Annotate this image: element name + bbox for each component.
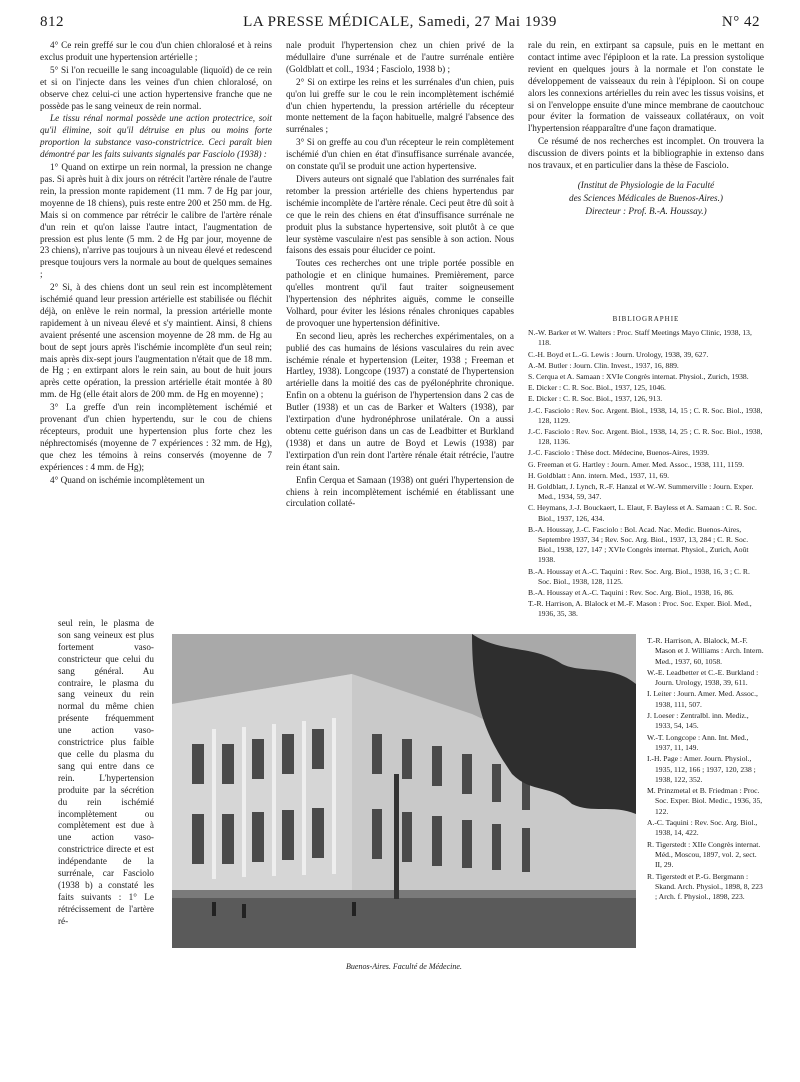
photo-caption: Buenos-Aires. Faculté de Médecine. [346,962,462,971]
paragraph: 3° La greffe d'un rein incomplètement ischémié et provenant d'un chien hypertendu, sur le cou de chiens récepteurs, produit une hypertension plus forte chez les néphrectomisés (moyenne de 7 expériences : 32 mm. de Hg), que chez les témoins à reins conservés (moyenne de 7 expériences : 4 mm. de Hg); [40,402,272,472]
paragraph: En second lieu, après les recherches expérimentales, on a publié des cas humains de lésions vasculaires du rein avec ischémie rénale et hypertension (Leiter, 1938 ; Freeman et Hartley, 1938). Longcope (1937) a constaté de l'hypertension artérielle dans la moitié des cas de pyélonéphrite chronique. Enfin on a obtenu la guérison de l'hypertension dans 2 cas de Butler (1938) et un cas de Barker et Walters (1938), par l'extirpation d'une hydronéphrose unilatérale. On a aussi obtenu cette guérison dans un cas de Leadbitter et Burkland (1938) et dans un autre de Boyd et Lewis (1938) par l'extirpation d'un rein dont l'artère rénale était rétrécie, l'autre rein étant sain. [286,330,514,472]
paragraph: Ce résumé de nos recherches est incomplet. On trouvera la discussion de divers points et la bibliographie in extenso dans nos travaux, et en particulier dans la thèse de Fasciolo. [528,136,764,171]
paragraph: Le tissu rénal normal possède une action protectrice, soit qu'il élimine, soit qu'il détruise en plus ou moins forte proportion la substance vaso-constrictrice. Ceci paraît bien démontré par les faits suivants signalés par Fasciolo (1938) : [40,113,272,160]
reference-entry: R. Tigerstedt et P.-G. Bergmann : Skand. Arch. Physiol., 1898, 8, 223 ; Arch. f. Physiol., 1898, 223. [647,871,763,902]
page-header [40,14,760,36]
reference-entry: A.-C. Taquini : Rev. Soc. Arg. Biol., 1938, 14, 422. [647,818,758,838]
reference-entry: B.-A. Houssay et A.-C. Taquini : Rev. Soc. Arg. Biol., 1938, 16, 3 ; C. R. Soc. Biol., 1938, 128, 1125. [528,566,750,586]
reference-entry: R. Tigerstedt : XIIe Congrès internat. Méd., Moscou, 1897, vol. 2, sect. II, 29. [647,839,761,870]
affiliation-line: des Sciences Médicales de Buenos-Aires.) [568,192,723,203]
paragraph: Enfin Cerqua et Samaan (1938) ont guéri l'hypertension de chiens à rein incomplètement ischémié en établissant une circulation collaté- [286,474,514,509]
reference-entry: G. Freeman et G. Hartley : Journ. Amer. Med. Assoc., 1938, 111, 1159. [528,459,744,469]
faculty-building-illustration [172,634,636,948]
reference-entry: T.-R. Harrison, A. Blalock et M.-F. Mason : Proc. Soc. Exper. Biol. Med., 1936, 35, 38. [528,599,752,619]
bibliography-continued [647,636,765,903]
reference-entry: J. Loeser : Zentralbl. inn. Mediz., 1933, 54, 145. [647,711,749,731]
paragraph: 2° Si, à des chiens dont un seul rein est incomplètement ischémié quand leur pression artérielle est stabilisée ou fléchit déjà, on enlève le rein normal, la pression artérielle monte rapidement à un niveau élevé et s'y maintient. Ainsi, 8 chiens avaient présenté une ascension moyenne de 28 mm. de Hg au bout de sept jours après l'ischémie incomplète d'un seul rein; mais après dix-sept jours l'augmentation n'était que de 18 mm. de Hg ; en extirpant alors le rein sain, au bout de huit jours après cette opération, la pression artérielle était montée à 80 mm. de Hg (elle était alors de 200 mm. de Hg en moyenne) ; [40,282,272,400]
building-photo [172,634,636,948]
reference-entry: H. Goldblatt, J. Lynch, R.-F. Hanzal et W.-W. Summerville : Journ. Exper. Med., 1934, 59, 347. [528,482,754,502]
affiliation-line: Directeur : Prof. B.-A. Houssay.) [585,205,707,216]
affiliation-line: (Institut de Physiologie de la Faculté [577,179,715,190]
reference-entry: B.-A. Houssay, J.-C. Fasciolo : Bol. Acad. Nac. Medic. Buenos-Aires, Septembre 1937, 34 ; Rev. Soc. Arg. Biol., 1937, 13, 284 ; C. R. Soc. Biol., 1938, 127, 147 ; XVIe Congrès internat. Physiol., Zurich, Août 1938. [528,524,749,565]
issue-number: N° 42 [721,14,760,30]
reference-entry: J.-C. Fasciolo : Rev. Soc. Argent. Biol., 1938, 14, 25 ; C. R. Soc. Biol., 1938, 128, 1136. [528,427,763,447]
reference-entry: W.-E. Leadbetter et C.-E. Burkland : Journ. Urology, 1938, 39, 611. [647,667,759,688]
reference-entry: E. Dicker : C. R. Soc. Biol., 1937, 125, 1046. [528,383,666,393]
paragraph: 2° Si on extirpe les reins et les surrénales d'un chien, puis qu'on lui greffe sur le cou le rein incomplètement ischémié d'un chien hypertendu, la pression artérielle du récepteur monte nettement de la façon habituelle, malgré l'absence des surrénales ; [286,76,514,135]
paragraph: 3° Si on greffe au cou d'un récepteur le rein complètement ischémié d'un chien en état d'insuffisance surrénale avancée, on constate qu'il se produit une action hypertensive. [286,137,514,172]
reference-entry: N.-W. Barker et W. Walters : Proc. Staff Meetings Mayo Clinic, 1938, 13, 118. [528,328,752,348]
journal-title: LA PRESSE MÉDICALE, Samedi, 27 Mai 1939 [243,14,557,30]
column-middle [286,40,514,510]
column-left-narrow [58,618,154,928]
paragraph: Divers auteurs ont signalé que l'ablation des surrénales fait retomber la pression artérielle des chiens hypertendus par ischémie incomplète de l'artère rénale. Ceci peut être dû soit à ce que le rein des chiens en état d'insuffisance surrénale ne produit plus la substance hypertensive, soit plutôt à ce que leur système vasculaire n'est pas sensible à son action. Nous faisons des essais pour élucider ce point. [286,173,514,256]
reference-entry: E. Dicker : C. R. Soc. Biol., 1937, 126, 913. [528,394,663,404]
reference-entry: M. Prinzmetal et B. Friedman : Proc. Soc. Exper. Biol. Medic., 1936, 35, 122. [647,786,763,816]
paragraph: seul rein, le plasma de son sang veineux est plus fortement vaso-constricteur que celui du sang général. Au contraire, le plasma du sang veineux du rein normal du même chien présente fréquemment une action vaso-constrictrice plus faible que celle du plasma du sang qui entre dans ce rein. L'hypertension produite par la sécrétion du rein ischémié incomplètement ou complètement est due à une action vaso-constrictrice directe et est indépendante de la surrénale, car Fasciolo (1938 b) a constaté les faits suivants : 1° Le rétrécissement de l'artère ré- [58,618,154,926]
paragraph: rale du rein, en extirpant sa capsule, puis en le mettant en contact intime avec l'épiploon et la rate. La pression systolique revient en quelques jours à la normale et l'on constate le développement de vaisseaux du rein à l'épiploon. Si on coupe alors les connexions artérielles du rein avec les tissus voisins, et si on l'enveloppe ensuite d'une mince membrane de caoutchouc pour éviter la formation de vaisseaux collatéraux, on voit l'hypertension réapparaître d'une façon dramatique. [528,40,764,134]
reference-entry: C. Heymans, J.-J. Bouckaert, L. Elaut, F. Bayless et A. Samaan : C. R. Soc. Biol., 1937, 126, 434. [528,503,757,523]
page-number: 812 [40,14,64,30]
paragraph: 1° Quand on extirpe un rein normal, la pression ne change pas. Si après huit à dix jours on rétrécit l'artère rénale de l'autre rein, la pression monte rapidement (11 mm. 7 de Hg par jour, moyenne de 18 chiens), puis reste entre 200 et 250 mm. de Hg. Mais si on commence par rétrécir le calibre de l'artère rénale d'un rein et qu'on laisse l'autre intact, l'augmentation de pression est plus lente (5 mm. 2 de Hg par jour, moyenne de 23 chiens), n'arrive pas toujours à un niveau élevé et redescend presque toujours vers la normale au bout de quelques semaines ; [40,162,272,280]
reference-entry: J.-C. Fasciolo : Thèse doct. Médecine, Buenos-Aires, 1939. [528,448,710,458]
paragraph: 5° Si l'on recueille le sang incoagulable (liquoïd) de ce rein et si on l'injecte dans les veines d'un chien chloralosé, on observe chez celui-ci une action hypertensive franche que ne possède pas le sang veineux de rein normal. [40,64,272,111]
reference-entry: J.-C. Fasciolo : Rev. Soc. Argent. Biol., 1938, 14, 15 ; C. R. Soc. Biol., 1938, 128, 1129. [528,405,763,425]
paragraph: nale produit l'hypertension chez un chien privé de la médullaire d'une surrénale et de l'autre surrénale entière (Goldblatt et coll., 1934 ; Fasciolo, 1938 b) ; [286,40,514,74]
reference-entry: C.-H. Boyd et L.-G. Lewis : Journ. Urology, 1938, 39, 627. [528,349,709,359]
bibliography-title: BIBLIOGRAPHIE [612,315,680,323]
reference-entry: I. Leiter : Journ. Amer. Med. Assoc., 1938, 111, 507. [647,689,758,709]
column-left [40,40,272,487]
paragraph: 4° Quand on ischémie incomplètement un [50,474,205,485]
bibliography [528,314,764,621]
reference-entry: B.-A. Houssay et A.-C. Taquini : Rev. Soc. Arg. Biol., 1938, 16, 86. [528,588,734,598]
column-right [528,40,764,218]
reference-entry: S. Cerqua et A. Samaan : XVIe Congrès internat. Physiol., Zurich, 1938. [528,372,749,382]
reference-entry: W.-T. Longcope : Ann. Int. Med., 1937, 11, 149. [647,732,749,752]
paragraph: Toutes ces recherches ont une triple portée possible en pathologie et en clinique humaines. Premièrement, parce qu'elles montrent qu'il faut traiter soigneusement l'hypertension des néphrites aiguës, comme le conseille Volhard, pour éviter les lésions rénales chroniques capables de provoquer une hypertension définitive. [286,258,514,328]
reference-entry: I.-H. Page : Amer. Journ. Physiol., 1935, 112, 166 ; 1937, 120, 238 ; 1938, 122, 352. [647,754,756,784]
reference-entry: A.-M. Butler : Journ. Clin. Invest., 1937, 16, 889. [528,360,679,370]
paragraph: 4° Ce rein greffé sur le cou d'un chien chloralosé et à reins exclus produit une hypertension artérielle ; [40,40,272,62]
reference-entry: H. Goldblatt : Ann. intern. Med., 1937, 11, 69. [528,470,670,480]
reference-entry: T.-R. Harrison, A. Blalock, M.-F. Mason et J. Williams : Arch. Intern. Med., 1937, 60, 1058. [647,636,764,666]
